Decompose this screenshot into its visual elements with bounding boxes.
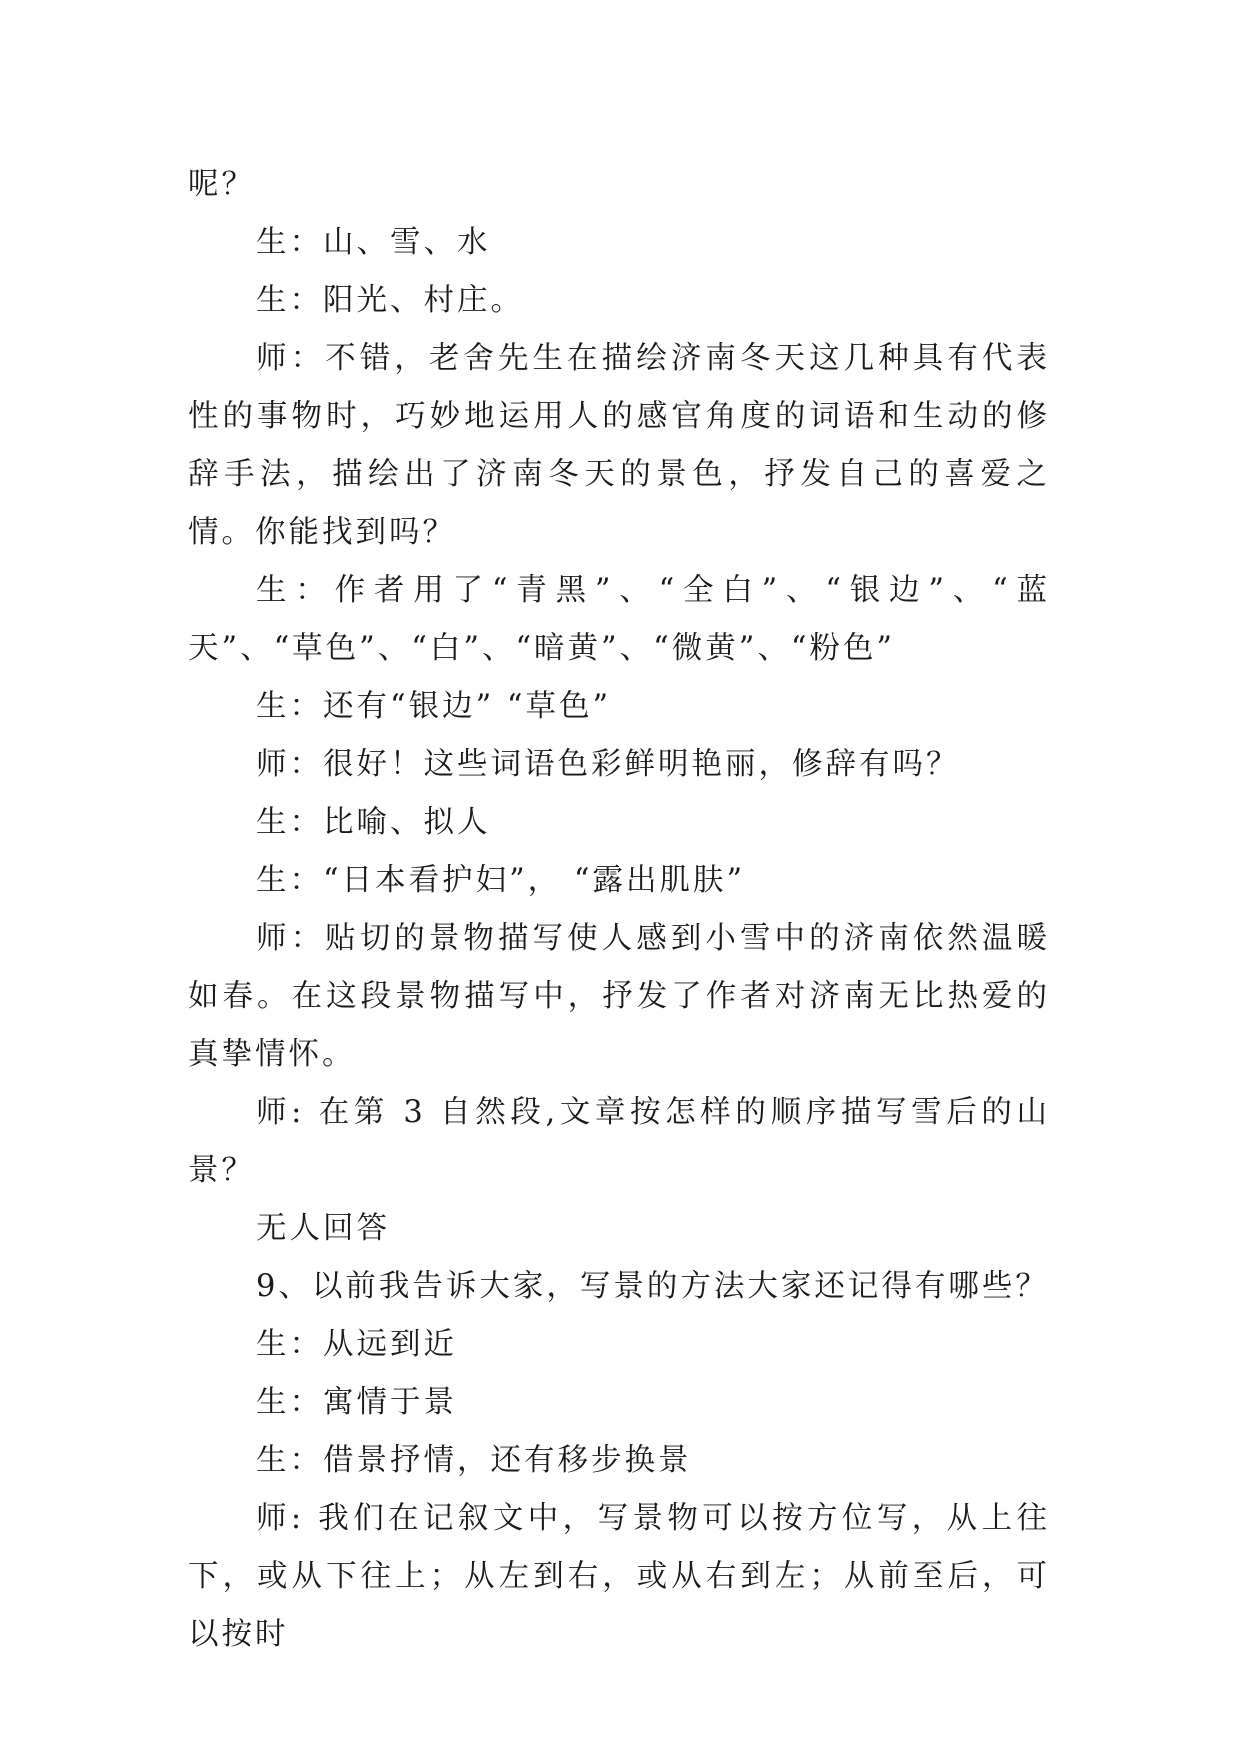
paragraph: 9、以前我告诉大家，写景的方法大家还记得有哪些？ xyxy=(256,1269,1049,1304)
document-body xyxy=(188,156,1050,1664)
paragraph: 生：从远到近 xyxy=(256,1327,457,1362)
paragraph: 生：还有“银边” “草色” xyxy=(256,689,612,724)
paragraph: 师: 我们在记叙文中，写景物可以按方位写，从上往下，或从下往上；从左到右，或从右到左；从前至后，可以按时 xyxy=(188,1501,1050,1652)
paragraph: 师：不错，老舍先生在描绘济南冬天这几种具有代表性的事物时，巧妙地运用人的感官角度的词语和生动的修辞手法，描绘出了济南冬天的景色，抒发自己的喜爱之情。你能找到吗？ xyxy=(188,341,1050,550)
paragraph: 师：很好！这些词语色彩鲜明艳丽，修辞有吗？ xyxy=(256,747,960,782)
paragraph: 师：贴切的景物描写使人感到小雪中的济南依然温暖如春。在这段景物描写中，抒发了作者对济南无比热爱的真挚情怀。 xyxy=(188,921,1050,1072)
paragraph: 无人回答 xyxy=(256,1211,390,1246)
paragraph: 生：借景抒情，还有移步换景 xyxy=(256,1443,692,1478)
paragraph: 生：比喻、拟人 xyxy=(256,805,491,840)
paragraph: 呢？ xyxy=(188,167,255,202)
paragraph: 生：寓情于景 xyxy=(256,1385,457,1420)
paragraph: 生：阳光、村庄。 xyxy=(256,283,524,318)
paragraph: 生：山、雪、水 xyxy=(256,225,491,260)
paragraph: 生：“日本看护妇”， “露出肌肤” xyxy=(256,863,746,898)
paragraph: 生：作者用了“青黑”、“全白”、“银边”、“蓝天”、“草色”、“白”、“暗黄”、“微黄”、“粉色” xyxy=(188,573,1050,666)
paragraph: 师: 在第 3 自然段,文章按怎样的顺序描写雪后的山景？ xyxy=(188,1095,1050,1188)
